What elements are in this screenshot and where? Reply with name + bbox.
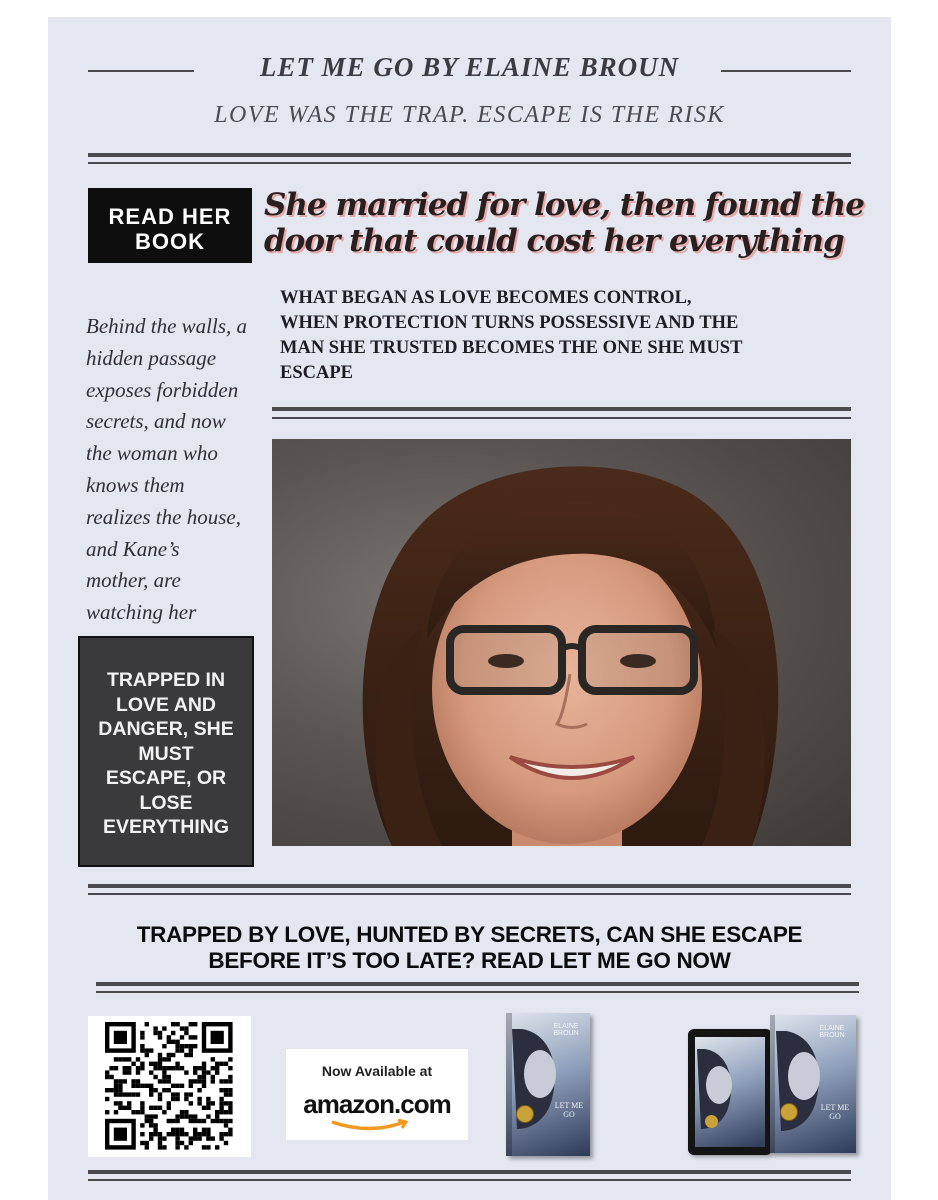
read-her-book-badge: [88, 188, 252, 263]
summary-line: WHAT BEGAN AS LOVE BECOMES CONTROL,: [280, 288, 692, 308]
summary: [280, 286, 742, 386]
tablet-device: [688, 1029, 772, 1155]
divider-rule: [88, 1179, 851, 1181]
book-title-line: GO: [829, 1112, 841, 1121]
divider-rule: [272, 407, 851, 411]
sidebar-line: watching her: [86, 600, 197, 625]
book-title: [550, 1101, 588, 1119]
callout-line: EVERYTHING: [102, 816, 230, 838]
cta-line: TRAPPED BY LOVE, HUNTED BY SECRETS, CAN SHE ESCAPE: [136, 922, 803, 947]
poster-title: LET ME GO BY ELAINE BROUN: [259, 52, 680, 82]
sidebar-line: mother, are: [86, 568, 181, 593]
headline: [264, 187, 864, 259]
book-author: ELAINE BROUN: [819, 1025, 845, 1039]
sidebar-line: hidden passage: [86, 345, 217, 370]
tablet-cover-face-icon: [697, 1049, 737, 1129]
summary-line: MAN SHE TRUSTED BECOMES THE ONE SHE MUST: [280, 338, 743, 358]
book-title: [816, 1103, 854, 1121]
sidebar-line: exposes forbidden: [86, 377, 239, 402]
book-title-line: GO: [563, 1110, 575, 1119]
headline-line: door that could cost her everything: [264, 223, 844, 259]
badge-line: READ HER: [108, 204, 232, 229]
sidebar-line: and Kane’s: [86, 536, 180, 561]
amazon-logo: amazon.com: [303, 1089, 451, 1119]
sidebar-line: the woman who: [86, 441, 218, 466]
callout-line: DANGER, SHE: [98, 718, 234, 740]
portrait-illustration: [272, 439, 851, 846]
tagline: LOVE WAS THE TRAP. ESCAPE IS THE RISK: [214, 102, 725, 128]
book-title-line: LET ME: [554, 1101, 584, 1110]
callout-line: TRAPPED IN: [106, 669, 226, 691]
headline-line: She married for love, then found the: [264, 187, 864, 223]
divider-rule: [88, 893, 851, 895]
callout-line: LOVE AND: [115, 693, 217, 716]
tablet-screen: [695, 1037, 765, 1147]
summary-line: WHEN PROTECTION TURNS POSSESSIVE AND THE: [280, 313, 739, 333]
book-title-line: LET ME: [820, 1103, 850, 1112]
callout-box: [78, 636, 254, 867]
badge-line: BOOK: [135, 229, 205, 254]
author-photo: [272, 439, 851, 846]
sidebar-line: secrets, and now: [86, 409, 226, 434]
poster: [48, 17, 891, 1200]
divider-rule: [96, 991, 859, 993]
divider-rule: [272, 417, 851, 419]
book-author: ELAINE BROUN: [553, 1023, 579, 1037]
divider-rule: [88, 153, 851, 157]
award-seal-icon: [780, 1103, 798, 1121]
sidebar-line: realizes the house,: [86, 504, 241, 529]
cta-line: BEFORE IT’S TOO LATE? READ LET ME GO NOW: [208, 948, 731, 973]
qr-code[interactable]: [88, 1016, 251, 1157]
divider-rule: [96, 982, 859, 986]
divider-rule: [88, 884, 851, 888]
award-seal-icon: [516, 1105, 534, 1123]
sidebar-line: Behind the walls, a: [86, 314, 247, 338]
hardcover-book: [770, 1015, 856, 1153]
amazon-smile-icon: [330, 1119, 410, 1133]
award-seal-icon: [705, 1115, 718, 1128]
callout-line: LOSE: [139, 791, 193, 814]
callout-line: MUST: [138, 742, 194, 765]
amazon-button[interactable]: [286, 1049, 468, 1140]
callout-line: ESCAPE, OR: [105, 767, 227, 789]
sidebar-blurb: [86, 311, 266, 629]
sidebar-line: knows them: [86, 472, 185, 497]
divider-rule: [88, 1170, 851, 1174]
paperback-cover: [506, 1013, 590, 1156]
summary-line: ESCAPE: [280, 363, 353, 383]
call-to-action: [48, 922, 891, 974]
qr-code-icon: [88, 1016, 251, 1157]
divider-rule: [88, 162, 851, 164]
amazon-label: Now Available at: [321, 1063, 433, 1079]
